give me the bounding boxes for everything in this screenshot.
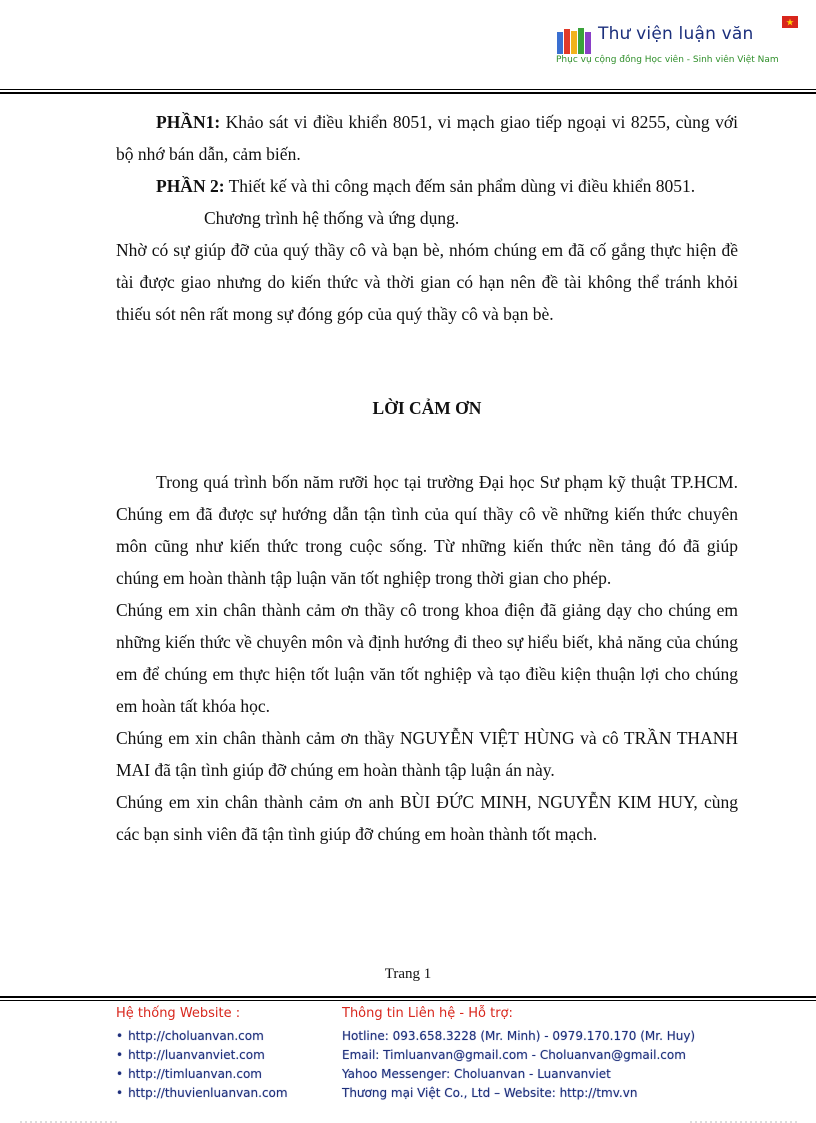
part2-text: Thiết kế và thi công mạch đếm sản phẩm dùng vi điều khiển 8051.: [224, 176, 696, 196]
page-number: Trang 1: [384, 966, 432, 982]
bullet-icon: •: [116, 1086, 124, 1100]
website-link[interactable]: • http://timluanvan.com: [116, 1067, 262, 1081]
contact-hotline: Hotline: 093.658.3228 (Mr. Minh) - 0979.170.170 (Mr. Huy): [342, 1029, 696, 1043]
website-link[interactable]: • http://choluanvan.com: [116, 1029, 264, 1043]
paragraph-part1: [116, 106, 738, 170]
paragraph-acknowledgement-1: Trong quá trình bốn năm rưỡi học tại trường Đại học Sư phạm kỹ thuật TP.HCM. Chúng em đã được sự hướng dẫn tận tình của quí thầy cô về những kiến thức chuyên môn cũng như kiến thức trong cuộc sống. Từ những kiến thức nền tảng đó đã giúp chúng em hoàn thành tập luận văn tốt nghiệp trong thời gian cho phép.: [116, 472, 738, 588]
header-rule-top: [0, 89, 816, 90]
header-rule-bottom: [0, 92, 816, 94]
books-icon: [556, 26, 594, 56]
scan-edge-marks: [0, 1116, 816, 1123]
logo-tagline: Phục vụ cộng đồng Học viên - Sinh viên Việt Nam: [556, 55, 779, 65]
paragraph-acknowledgement-2: Chúng em xin chân thành cảm ơn thầy cô trong khoa điện đã giảng dạy cho chúng em những kiến thức về chuyên môn và định hướng đi theo sự hiểu biết, khả năng của chúng em để chúng em thực hiện tốt luận văn tốt nghiệp và tạo điều kiện thuận lợi cho chúng em hoàn tất khóa học.: [116, 600, 738, 716]
website-link[interactable]: • http://thuvienluanvan.com: [116, 1086, 288, 1100]
bullet-icon: •: [116, 1029, 124, 1043]
paragraph-intro-thanks: Nhờ có sự giúp đỡ của quý thầy cô và bạn bè, nhóm chúng em đã cố gắng thực hiện đề tài được giao nhưng do kiến thức và thời gian có hạn nên đề tài không thể tránh khỏi thiếu sót nên rất mong sự đóng góp của quý thầy cô và bạn bè.: [116, 240, 738, 324]
logo-title: Thư viện luận văn: [598, 24, 754, 44]
paragraph-acknowledgement-3: Chúng em xin chân thành cảm ơn thầy NGUYỄN VIỆT HÙNG và cô TRẦN THANH MAI đã tận tình giúp đỡ chúng em hoàn thành tập luận án này.: [116, 728, 738, 780]
document-body: [116, 106, 738, 850]
part1-label: PHẦN1:: [156, 112, 221, 132]
contact-company[interactable]: Thương mại Việt Co., Ltd – Website: http://tmv.vn: [342, 1086, 638, 1100]
part1-text: Khảo sát vi điều khiển 8051, vi mạch giao tiếp ngoại vi 8255, cùng với bộ nhớ bán dẫn, cảm biến.: [116, 112, 738, 164]
paragraph-program: Chương trình hệ thống và ứng dụng.: [204, 208, 460, 228]
paragraph-acknowledgement-4: Chúng em xin chân thành cảm ơn anh BÙI ĐỨC MINH, NGUYỄN KIM HUY, cùng các bạn sinh viên đã tận tình giúp đỡ chúng em hoàn thành tốt mạch.: [116, 792, 738, 844]
website-link[interactable]: • http://luanvanviet.com: [116, 1048, 265, 1062]
bullet-icon: •: [116, 1067, 124, 1081]
websites-heading: Hệ thống Website :: [116, 1006, 241, 1021]
footer-rule-bottom: [0, 1000, 816, 1001]
site-logo[interactable]: [556, 16, 798, 76]
footer-websites: [116, 1006, 288, 1103]
footer-contact: [342, 1006, 695, 1103]
contact-messenger: Yahoo Messenger: Choluanvan - Luanvanviet: [342, 1067, 611, 1081]
page-header: [0, 0, 816, 90]
contact-email[interactable]: Email: Timluanvan@gmail.com - Choluanvan@gmail.com: [342, 1048, 686, 1062]
paragraph-part2: [116, 170, 738, 202]
footer-rule-top: [0, 996, 816, 998]
part2-label: PHẦN 2:: [156, 176, 225, 196]
bullet-icon: •: [116, 1048, 124, 1062]
section-title: LỜI CẢM ƠN: [372, 398, 482, 418]
vietnam-flag-icon: [782, 16, 798, 28]
contact-heading: Thông tin Liên hệ - Hỗ trợ:: [342, 1006, 513, 1021]
